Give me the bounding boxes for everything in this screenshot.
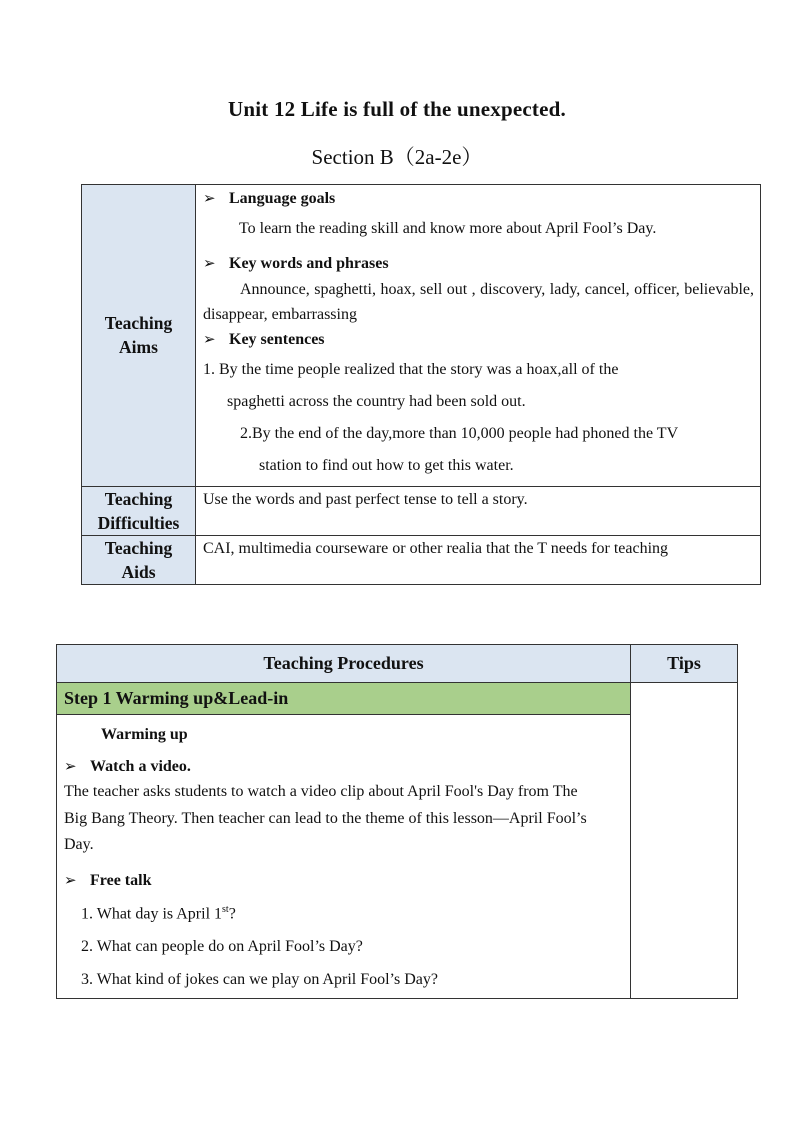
- teaching-aids-label-text: Teaching Aids: [104, 537, 173, 582]
- watch-video-item: [64, 755, 624, 779]
- teaching-aids-row: [82, 535, 761, 584]
- teaching-difficulties-row: [82, 486, 761, 535]
- key-sentence-2-line-1: 2.By the end of the day,more than 10,000 people had phoned the TV: [240, 424, 679, 442]
- tips-cell: [631, 683, 738, 999]
- teaching-aims-row: [82, 185, 761, 487]
- watch-video-heading: Watch a video.: [90, 758, 191, 775]
- question-1-end: ?: [228, 904, 236, 922]
- key-sentence-1-line-1: 1. By the time people realized that the story was a hoax,all of the: [203, 360, 619, 378]
- document-title: Unit 12 Life is full of the unexpected.: [228, 97, 566, 121]
- question-1: [64, 893, 624, 930]
- procedures-header-row: [57, 645, 738, 683]
- arrow-bullet-icon: ➢: [203, 191, 216, 207]
- teaching-procedures-header: Teaching Procedures: [57, 645, 631, 683]
- step1-title: Step 1 Warming up&Lead-in: [57, 683, 631, 715]
- document-subtitle: Section B（2a-2e）: [311, 145, 483, 169]
- teaching-difficulties-label: [82, 486, 196, 535]
- step1-body: [57, 715, 631, 999]
- warming-up-heading: Warming up: [101, 726, 188, 743]
- free-talk-heading: Free talk: [90, 871, 152, 889]
- key-words-text: Announce, spaghetti, hoax, sell out , discovery, lady, cancel, officer, believable, disappear, embarrassing: [203, 281, 754, 324]
- key-sentences-item: [203, 329, 754, 351]
- procedures-table: [56, 644, 738, 999]
- language-goals-heading: Language goals: [229, 190, 336, 207]
- teaching-aids-content: CAI, multimedia courseware or other realia that the T needs for teaching: [196, 535, 761, 584]
- teaching-difficulties-content: Use the words and past perfect tense to tell a story.: [196, 486, 761, 535]
- watch-video-text: The teacher asks students to watch a video clip about April Fool's Day from The Big Bang Theory. Then teacher can lead to the theme of this lesson—April Fool’s Day.: [64, 783, 587, 853]
- key-words-item: [203, 253, 754, 275]
- key-sentence-1-line-2: spaghetti across the country had been sold out.: [227, 392, 526, 410]
- language-goals-text: To learn the reading skill and know more about April Fool’s Day.: [239, 220, 657, 238]
- arrow-bullet-icon: ➢: [203, 255, 216, 272]
- key-words-heading: Key words and phrases: [229, 254, 389, 272]
- teaching-aims-label-text: Teaching Aims: [104, 313, 173, 358]
- key-sentences-heading: Key sentences: [229, 331, 325, 349]
- arrow-bullet-icon: ➢: [64, 759, 77, 775]
- tips-header: Tips: [631, 645, 738, 683]
- key-sentence-2-line-2: station to find out how to get this water.: [259, 456, 514, 474]
- aims-table: [81, 184, 761, 585]
- teaching-aims-label: [82, 185, 196, 487]
- question-1-text: 1. What day is April 1: [81, 904, 223, 922]
- step1-row: [57, 683, 738, 715]
- arrow-bullet-icon: ➢: [203, 332, 216, 349]
- teaching-difficulties-label-text: Teaching Difficulties: [97, 488, 180, 533]
- arrow-bullet-icon: ➢: [64, 872, 77, 889]
- free-talk-item: [64, 869, 624, 893]
- teaching-aims-content: [196, 185, 761, 487]
- language-goals-item: [203, 188, 754, 210]
- question-3: 3. What kind of jokes can we play on April Fool’s Day?: [81, 970, 438, 988]
- question-2: 2. What can people do on April Fool’s Day?: [81, 937, 363, 955]
- question-1-superscript: st: [222, 903, 229, 915]
- teaching-aids-label: [82, 535, 196, 584]
